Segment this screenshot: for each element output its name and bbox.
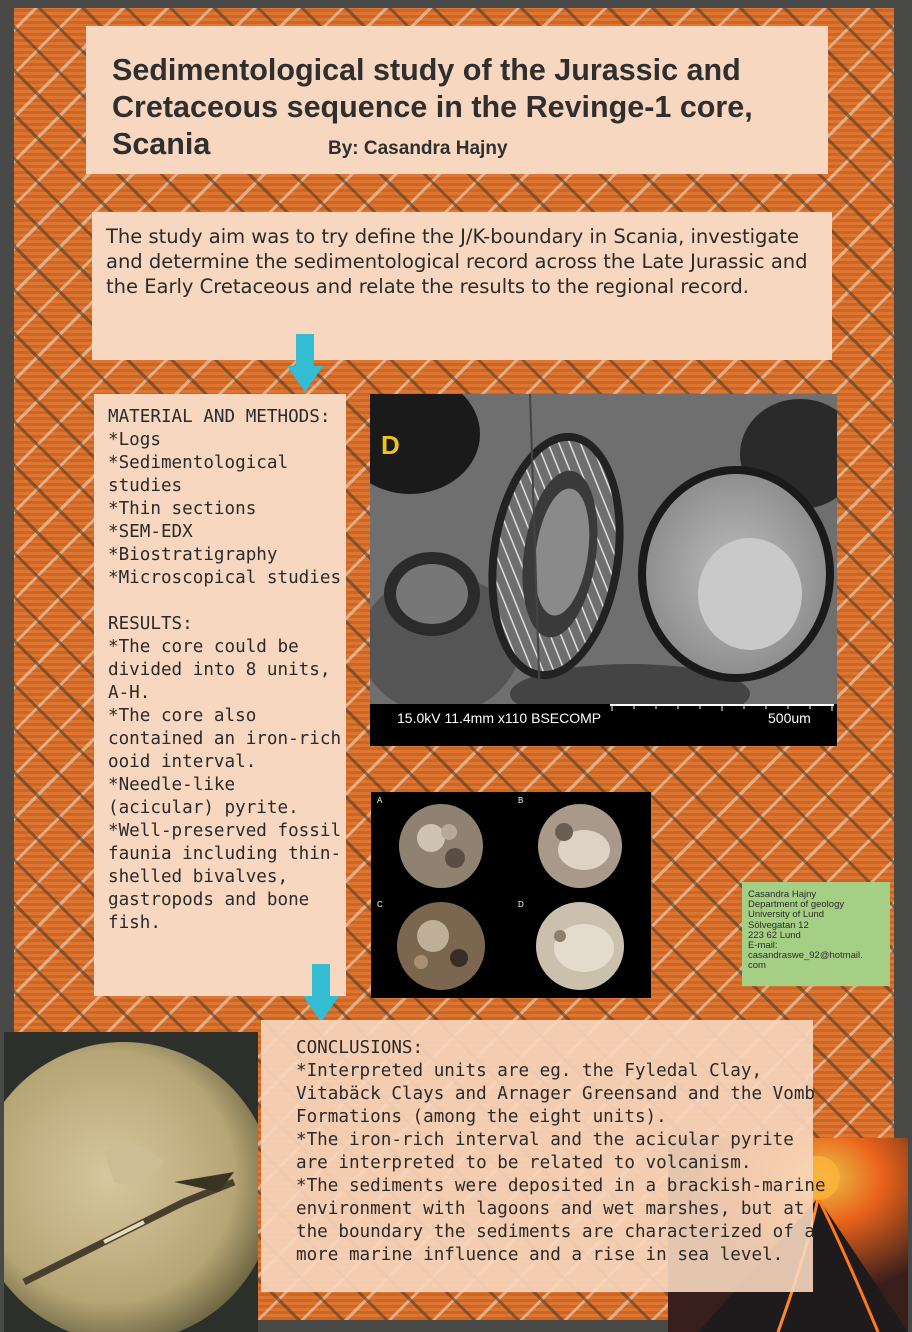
- contact-line: E-mail:: [748, 940, 778, 952]
- title-panel: [86, 26, 828, 174]
- results-item: *The core also contained an iron-rich ooid interval.: [108, 706, 342, 772]
- conclusions-item: *Interpreted units are eg. the Fyledal Clay, Vitabäck Clays and Arnager Greensand and the Vomb Formations (among the eight units).: [296, 1061, 816, 1127]
- methods-item: *Biostratigraphy: [108, 545, 278, 565]
- sem-photo: [370, 394, 837, 704]
- results-item: *Well-preserved fossil faunia including thin-shelled bivalves, gastropods and bone fish.: [108, 821, 342, 933]
- methods-item: *Logs: [108, 430, 161, 450]
- methods-item: *Thin sections: [108, 499, 257, 519]
- methods-item: *Microscopical studies: [108, 568, 342, 588]
- aim-panel: [92, 212, 832, 360]
- conclusions-item: *The iron-rich interval and the acicular pyrite are interpreted to be related to volcanism.: [296, 1130, 794, 1173]
- sem-acquisition-info: 15.0kV 11.4mm x110 BSECOMP: [397, 710, 602, 726]
- poster-title: Sedimentological study of the Jurassic and Cretaceous sequence in the Revinge-1 core, Scania: [112, 53, 753, 161]
- sem-scale-label: 500um: [768, 710, 811, 726]
- contact-line: Department of geology: [748, 899, 845, 911]
- fossil-photo: [4, 1032, 258, 1332]
- thin-section-panel: [512, 896, 651, 998]
- thin-section-panel: [371, 896, 510, 998]
- results-item: *Needle-like (acicular) pyrite.: [108, 775, 299, 818]
- thin-section-label: D: [518, 900, 524, 909]
- thin-section-panel: [371, 792, 510, 894]
- contact-line: Casandra Hajny: [748, 889, 817, 900]
- conclusions-item: *The sediments were deposited in a brackish-marine environment with lagoons and wet marshes, but at the boundary the sediments are characterized of a more marine influence and a rise in sea level.: [296, 1176, 826, 1265]
- thin-section-label: C: [377, 900, 383, 909]
- arrow-down-icon: [302, 964, 340, 1024]
- conclusions-panel: [261, 1020, 826, 1292]
- arrow-down-icon: [286, 334, 324, 394]
- thin-section-label: A: [377, 796, 383, 805]
- methods-item: *Sedimentological studies: [108, 453, 289, 496]
- methods-results-panel: [94, 394, 346, 996]
- methods-heading: MATERIAL AND METHODS:: [108, 407, 331, 427]
- thin-section-grid: [371, 792, 651, 998]
- results-item: *The core could be divided into 8 units, A-H.: [108, 637, 331, 703]
- conclusions-heading: CONCLUSIONS:: [296, 1038, 424, 1058]
- thin-section-label: B: [518, 796, 524, 805]
- contact-email: casandraswe_92@hotmail.: [748, 950, 863, 962]
- contact-line: 223 62 Lund: [748, 929, 801, 941]
- contact-line: Sölvegatan 12: [748, 919, 809, 931]
- scale-bar: [610, 704, 840, 714]
- contact-line: University of Lund: [748, 909, 825, 921]
- sem-panel-letter: D: [381, 430, 400, 460]
- contact-box: [742, 882, 890, 986]
- contact-email: com: [748, 960, 766, 972]
- poster-author: By: Casandra Hajny: [328, 138, 508, 159]
- aim-text: The study aim was to try define the J/K-boundary in Scania, investigate and determine the sedimentological record across the Late Jurassic and the Early Cretaceous and relate the results to the regional record.: [106, 225, 808, 298]
- sem-micrograph: [370, 394, 837, 746]
- methods-item: *SEM-EDX: [108, 522, 193, 542]
- thin-section-panel: [512, 792, 651, 894]
- results-heading: RESULTS:: [108, 614, 193, 634]
